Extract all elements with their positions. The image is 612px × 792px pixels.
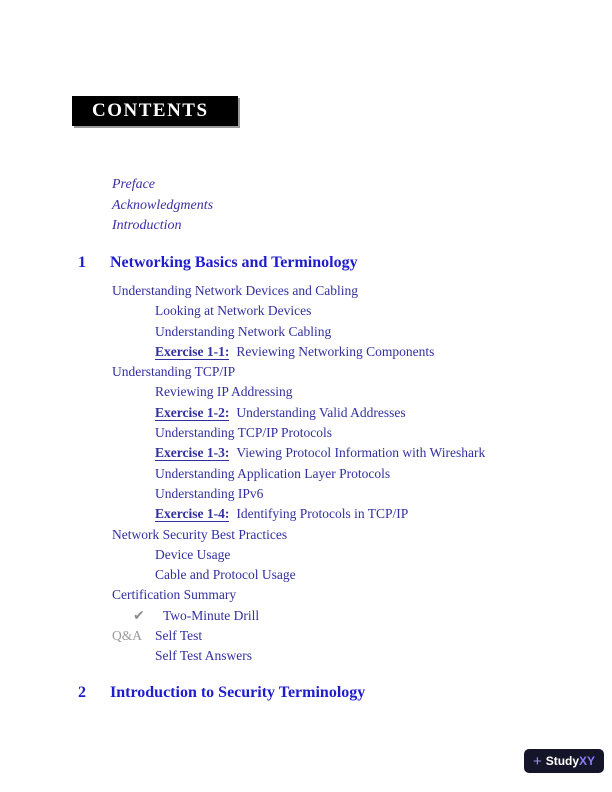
toc-entry-label: Two-Minute Drill <box>163 607 260 623</box>
chapter-title: Networking Basics and Terminology <box>110 254 358 271</box>
toc-entry[interactable]: Understanding Network Cabling <box>155 323 332 339</box>
toc-entry[interactable]: Device Usage <box>155 546 231 562</box>
toc-entry-self-test[interactable] <box>0 626 612 646</box>
toc-entry[interactable]: Understanding TCP/IP <box>112 364 236 380</box>
front-matter-section <box>0 175 612 237</box>
studyxy-badge <box>524 749 604 773</box>
chapter-1-toc <box>0 281 612 667</box>
toc-entry-label: Reviewing Networking Components <box>236 343 435 359</box>
toc-entry[interactable]: Understanding IPv6 <box>155 485 264 501</box>
exercise-prefix: Exercise 1-4: <box>155 506 230 522</box>
contents-header <box>72 96 238 126</box>
toc-entry-label: Viewing Protocol Information with Wireshark <box>236 445 486 461</box>
chapter-title: Introduction to Security Terminology <box>110 684 366 701</box>
exercise-prefix: Exercise 1-2: <box>155 404 230 420</box>
chapter-number: 1 <box>78 254 86 271</box>
front-matter-link-introduction[interactable]: Introduction <box>112 218 182 233</box>
front-matter-link-acknowledgments[interactable]: Acknowledgments <box>112 197 214 213</box>
toc-entry-two-minute-drill[interactable] <box>0 606 612 626</box>
plus-icon: + <box>532 752 542 770</box>
chapter-2-heading[interactable] <box>0 683 612 702</box>
chapter-number: 2 <box>78 684 86 701</box>
checkmark-icon: ✔ <box>133 607 145 624</box>
toc-entry-label: Self Test <box>155 628 203 644</box>
toc-entry-label: Identifying Protocols in TCP/IP <box>236 506 409 522</box>
exercise-prefix: Exercise 1-1: <box>155 343 230 359</box>
toc-entry[interactable]: Self Test Answers <box>155 648 253 664</box>
front-matter-link-preface[interactable]: Preface <box>112 177 156 192</box>
toc-entry[interactable] <box>0 443 612 463</box>
toc-entry[interactable] <box>0 403 612 423</box>
toc-entry[interactable]: Looking at Network Devices <box>155 303 312 319</box>
badge-study-text: Study <box>545 754 580 768</box>
toc-entry[interactable] <box>0 342 612 362</box>
toc-entry[interactable]: Network Security Best Practices <box>112 526 288 542</box>
badge-xy-text: XY <box>579 754 596 768</box>
exercise-prefix: Exercise 1-3: <box>155 445 230 461</box>
toc-entry[interactable] <box>0 504 612 524</box>
qa-label: Q&A <box>112 628 142 644</box>
contents-header-label: CONTENTS <box>92 100 209 121</box>
toc-entry[interactable]: Understanding Application Layer Protocols <box>155 465 391 481</box>
toc-entry-label: Understanding Valid Addresses <box>236 404 406 420</box>
chapter-1-heading[interactable] <box>0 253 612 272</box>
toc-entry[interactable]: Certification Summary <box>112 587 237 603</box>
toc-entry[interactable]: Understanding Network Devices and Cabling <box>112 283 358 298</box>
toc-entry[interactable]: Cable and Protocol Usage <box>155 567 296 583</box>
toc-entry[interactable]: Reviewing IP Addressing <box>155 384 293 400</box>
toc-entry[interactable]: Understanding TCP/IP Protocols <box>155 425 333 441</box>
